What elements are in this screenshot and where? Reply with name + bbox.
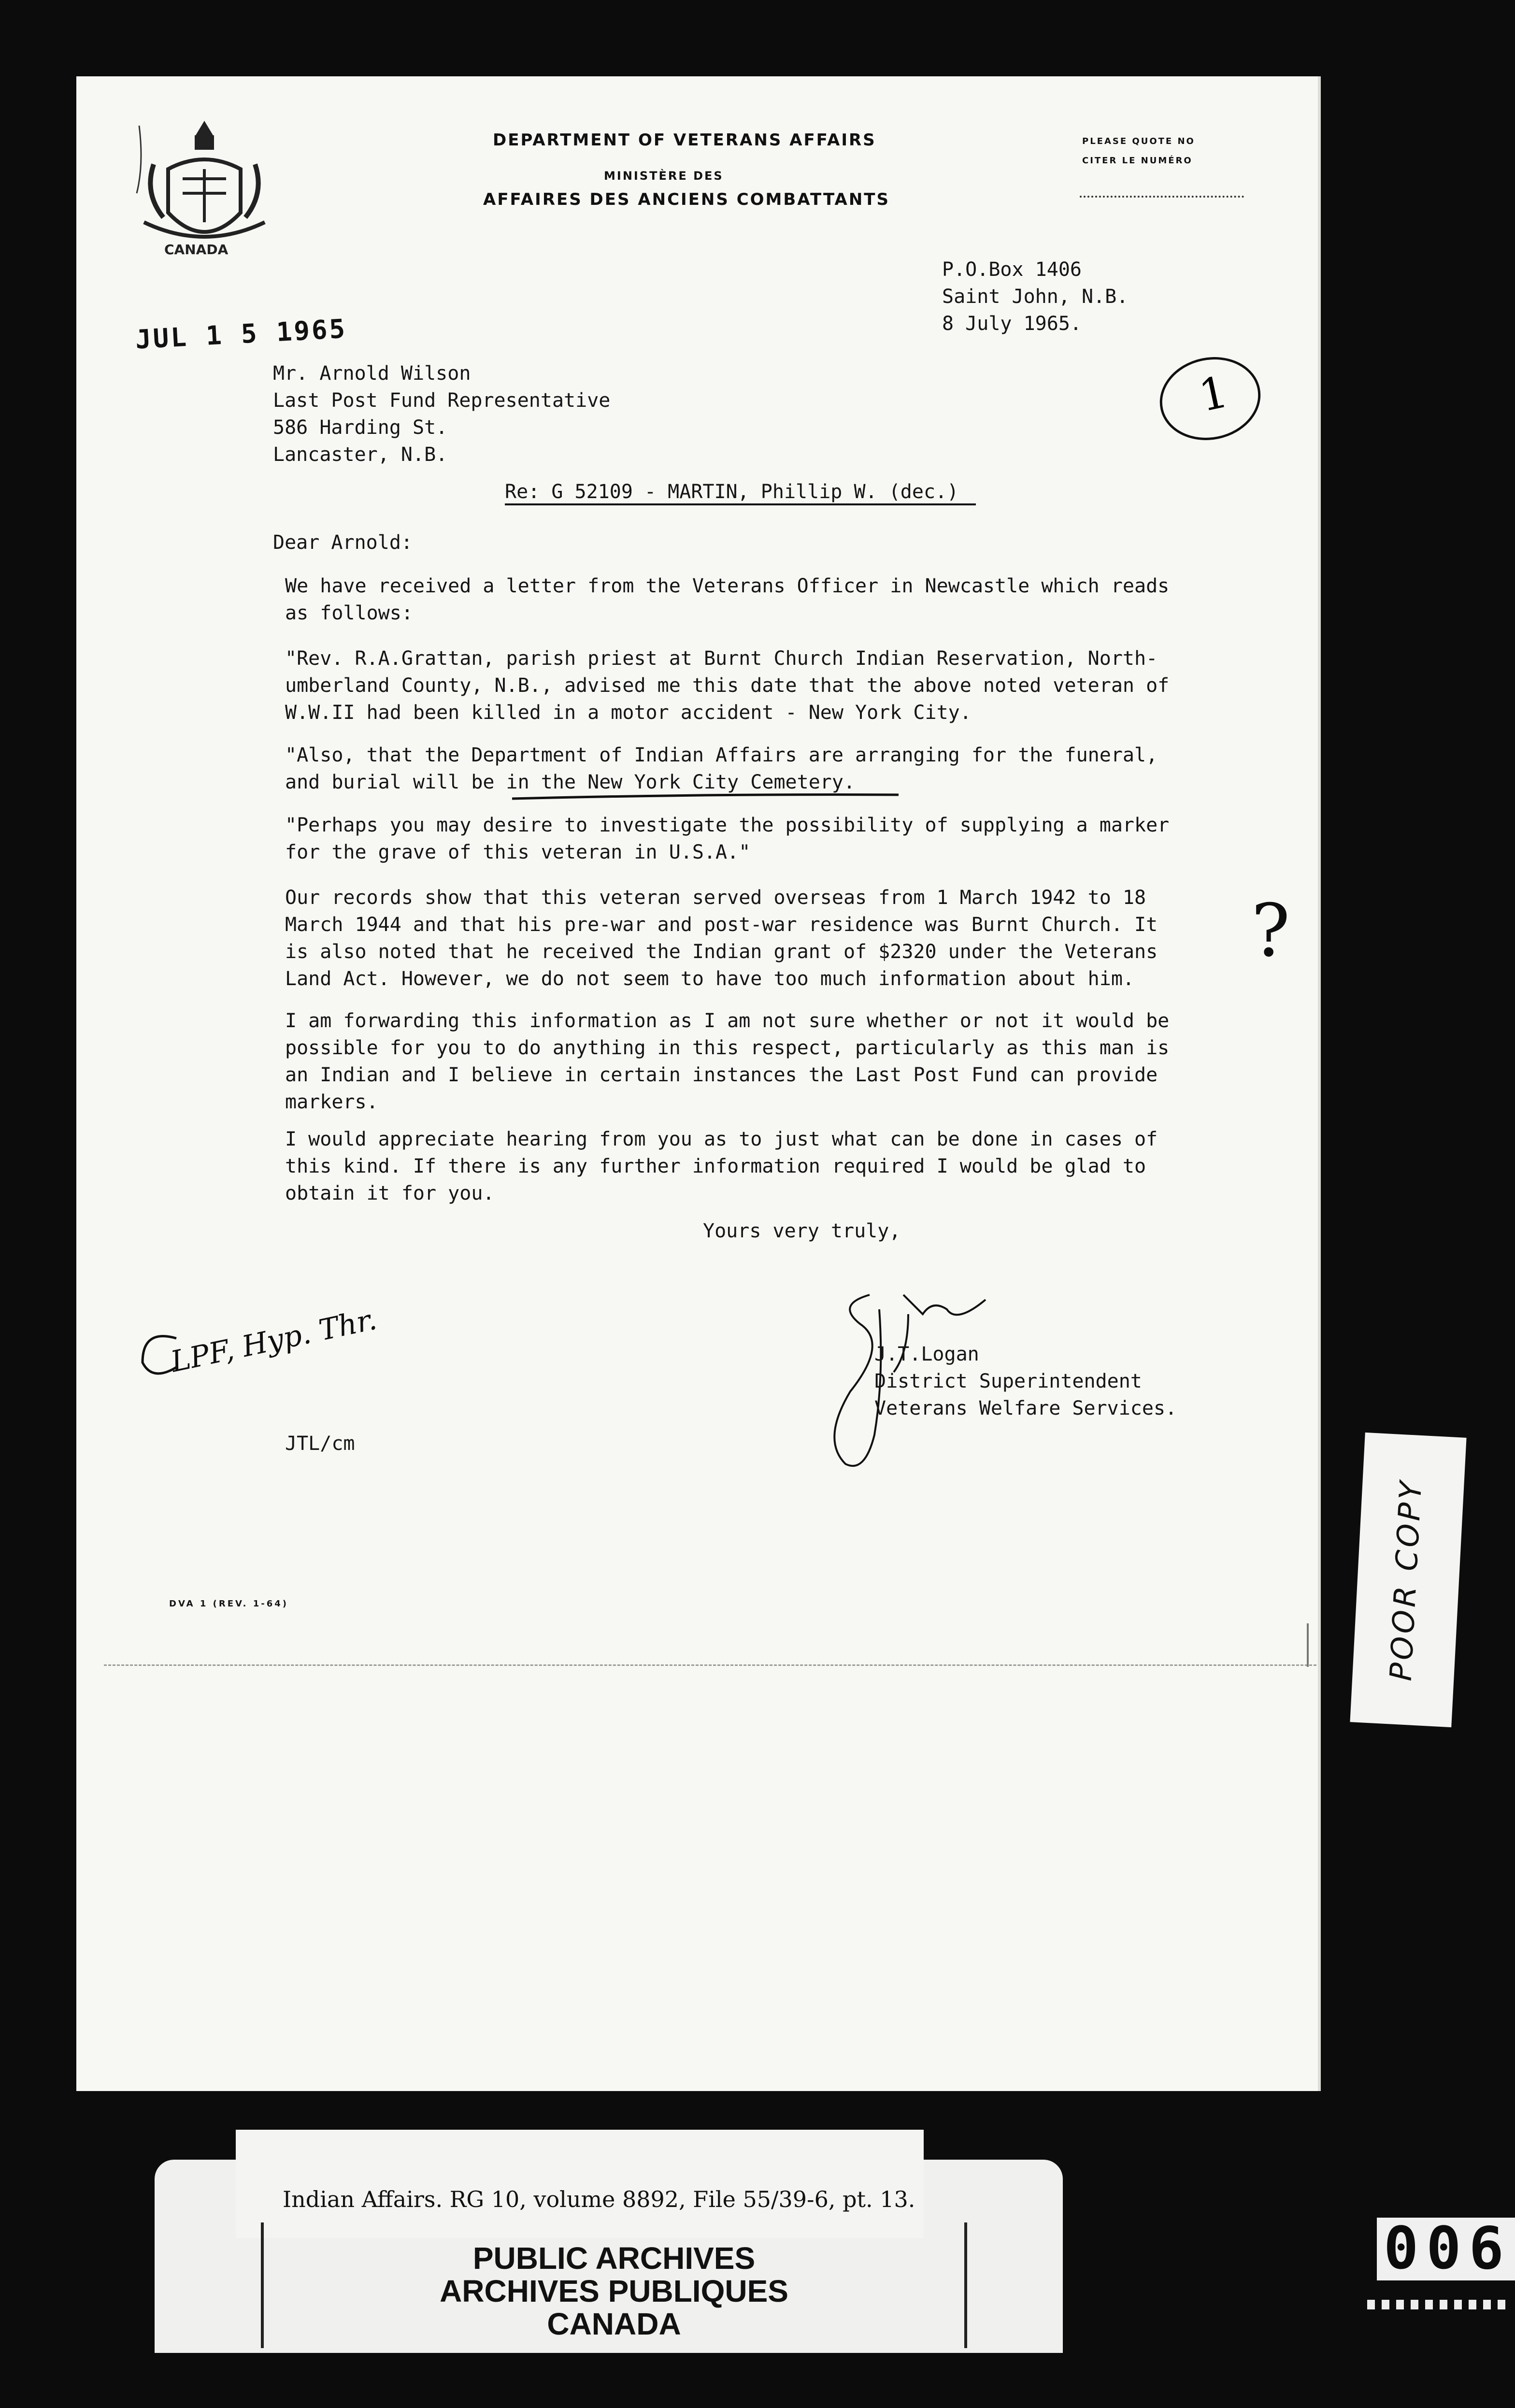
page-edge-mark bbox=[1307, 1623, 1309, 1667]
sender-address-line: P.O.Box 1406 bbox=[942, 258, 1082, 281]
body-paragraph: We have received a letter from the Veterans Officer in Newcastle which reads as follows: bbox=[285, 575, 1170, 624]
margin-question-mark: ? bbox=[1251, 889, 1290, 973]
quoted-paragraph: "Perhaps you may desire to investigate the possibility of supplying a marker for the grave of this veteran in U.S.A." bbox=[285, 814, 1170, 863]
handwritten-underline bbox=[512, 787, 899, 806]
quoted-paragraph: "Also, that the Department of Indian Affairs are arranging for the funeral, and burial will be in the New York City Cemetery. bbox=[285, 744, 1158, 793]
film-sprocket-strip bbox=[1367, 2300, 1512, 2309]
archive-stamp-line: CANADA bbox=[547, 2307, 681, 2341]
signer-name: J.T.Logan bbox=[874, 1343, 979, 1365]
received-date-stamp: JUL 1 5 1965 bbox=[134, 313, 348, 355]
department-title-fr: AFFAIRES DES ANCIENS COMBATTANTS bbox=[483, 190, 890, 209]
signer-office: Veterans Welfare Services. bbox=[874, 1397, 1177, 1419]
ministere-label: MINISTÈRE DES bbox=[604, 169, 724, 183]
recipient-line: Last Post Fund Representative bbox=[273, 389, 611, 412]
subject-line: Re: G 52109 - MARTIN, Phillip W. (dec.) bbox=[505, 481, 959, 503]
typist-initials: JTL/cm bbox=[285, 1433, 355, 1455]
body-paragraph: Our records show that this veteran served overseas from 1 March 1942 to 18 March 1944 and that his pre-war and post-war residence was Burnt Church. It is also noted that he received the Indian grant of $2320 under the Veterans Land Act. However, we do not seem to have too much information about him. bbox=[285, 887, 1158, 990]
frame-number: 006 bbox=[1377, 2218, 1515, 2280]
poor-copy-slip bbox=[1350, 1433, 1466, 1727]
signer-title: District Superintendent bbox=[874, 1370, 1142, 1392]
handwritten-note: LPF, Hyp. Thr. bbox=[168, 1302, 380, 1379]
quoted-paragraph: "Rev. R.A.Grattan, parish priest at Burnt Church Indian Reservation, North- umberland County, N.B., advised me this date that the above noted veteran of W.W.II had been killed in a motor accident - New York City. bbox=[285, 647, 1170, 724]
archive-stamp bbox=[261, 2222, 967, 2348]
quote-number-label-fr: CITER LE NUMÉRO bbox=[1082, 156, 1193, 166]
archive-reference-text: Indian Affairs. RG 10, volume 8892, File 55/39-6, pt. 13. bbox=[283, 2186, 915, 2212]
subject-underline bbox=[505, 503, 976, 505]
letter-date: 8 July 1965. bbox=[942, 313, 1082, 335]
salutation: Dear Arnold: bbox=[273, 531, 413, 554]
body-paragraph: I would appreciate hearing from you as to just what can be done in cases of this kind. If there is any further information required I would be glad to obtain it for you. bbox=[285, 1128, 1158, 1204]
archive-stamp-line: ARCHIVES PUBLIQUES bbox=[440, 2274, 788, 2308]
crest-label: CANADA bbox=[164, 242, 229, 258]
department-title-en: DEPARTMENT OF VETERANS AFFAIRS bbox=[493, 130, 876, 150]
closing: Yours very truly, bbox=[703, 1220, 901, 1242]
sender-address-line: Saint John, N.B. bbox=[942, 286, 1129, 308]
circled-number-value: 1 bbox=[1194, 366, 1232, 422]
body-paragraph: I am forwarding this information as I am not sure whether or not it would be possible for you to do anything in this respect, particularly as this man is an Indian and I believe in certain instances the Last Post Fund can provide markers. bbox=[285, 1010, 1170, 1113]
recipient-line: Mr. Arnold Wilson bbox=[273, 362, 471, 385]
page-edge bbox=[104, 1664, 1316, 1670]
quote-number-label-en: PLEASE QUOTE NO bbox=[1082, 136, 1195, 146]
poor-copy-label: POOR COPY bbox=[1383, 1477, 1429, 1682]
recipient-line: 586 Harding St. bbox=[273, 416, 448, 439]
recipient-line: Lancaster, N.B. bbox=[273, 444, 448, 466]
archive-stamp-line: PUBLIC ARCHIVES bbox=[472, 2241, 756, 2276]
form-number: DVA 1 (REV. 1-64) bbox=[169, 1599, 289, 1609]
quote-number-line bbox=[1080, 196, 1244, 198]
archive-reference-label bbox=[236, 2130, 924, 2238]
